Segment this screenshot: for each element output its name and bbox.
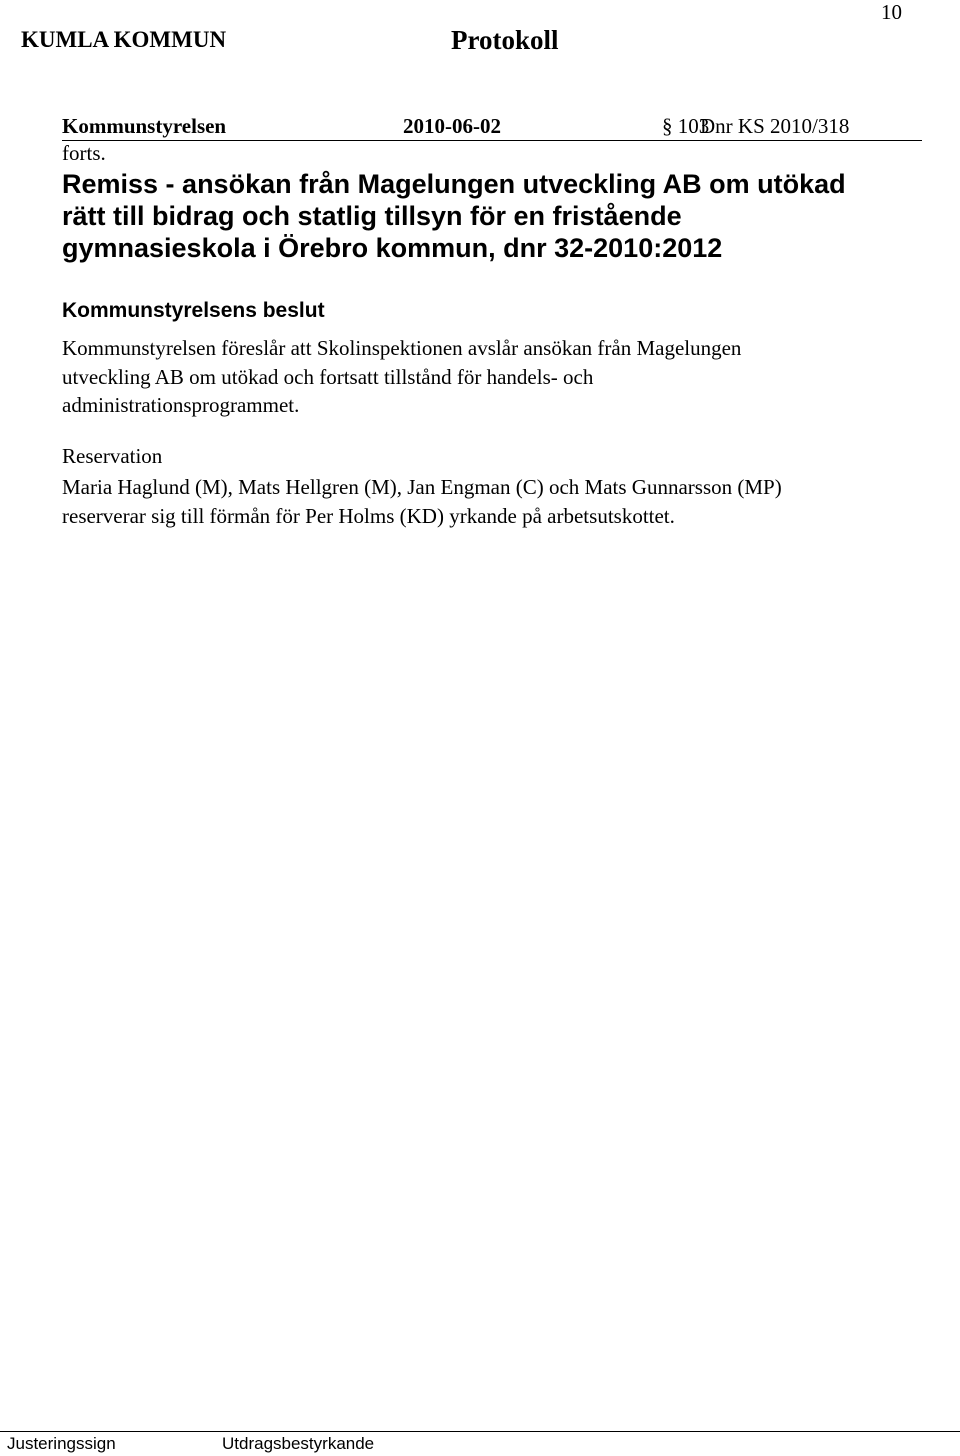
document-type: Protokoll <box>451 25 559 55</box>
meta-row <box>62 114 922 141</box>
footer-divider <box>0 1431 960 1432</box>
organization-name: KUMLA KOMMUN <box>21 27 227 52</box>
decision-heading: Kommunstyrelsens beslut <box>62 299 325 322</box>
decision-line: administrationsprogrammet. <box>62 393 300 417</box>
footer-signature-label: Justeringssign <box>7 1434 116 1453</box>
meta-date: 2010-06-02 <box>403 114 501 138</box>
meta-dnr: Dnr KS 2010/318 <box>700 114 850 138</box>
matter-title <box>62 168 912 264</box>
reservation-line: reserverar sig till förmån för Per Holms (KD) yrkande på arbetsutskottet. <box>62 504 675 528</box>
continued-label: forts. <box>62 141 106 165</box>
decision-text <box>62 334 741 420</box>
matter-title-line: rätt till bidrag och statlig tillsyn för en fristående <box>62 201 682 231</box>
meta-section-number: § 103 <box>662 114 710 138</box>
decision-line: Kommunstyrelsen föreslår att Skolinspektionen avslår ansökan från Magelungen <box>62 336 742 360</box>
footer-extract-label: Utdragsbestyrkande <box>222 1434 375 1453</box>
reservation-line: Maria Haglund (M), Mats Hellgren (M), Jan Engman (C) och Mats Gunnarsson (MP) <box>62 475 782 499</box>
page-number: 10 <box>881 0 902 24</box>
matter-title-line: gymnasieskola i Örebro kommun, dnr 32-2010:2012 <box>62 233 723 263</box>
meta-body: Kommunstyrelsen <box>62 114 227 138</box>
reservation-heading: Reservation <box>62 444 163 468</box>
matter-title-line: Remiss - ansökan från Magelungen utveckling AB om utökad <box>62 169 846 199</box>
decision-line: utveckling AB om utökad och fortsatt tillstånd för handels- och <box>62 364 594 389</box>
reservation-text <box>62 473 782 531</box>
